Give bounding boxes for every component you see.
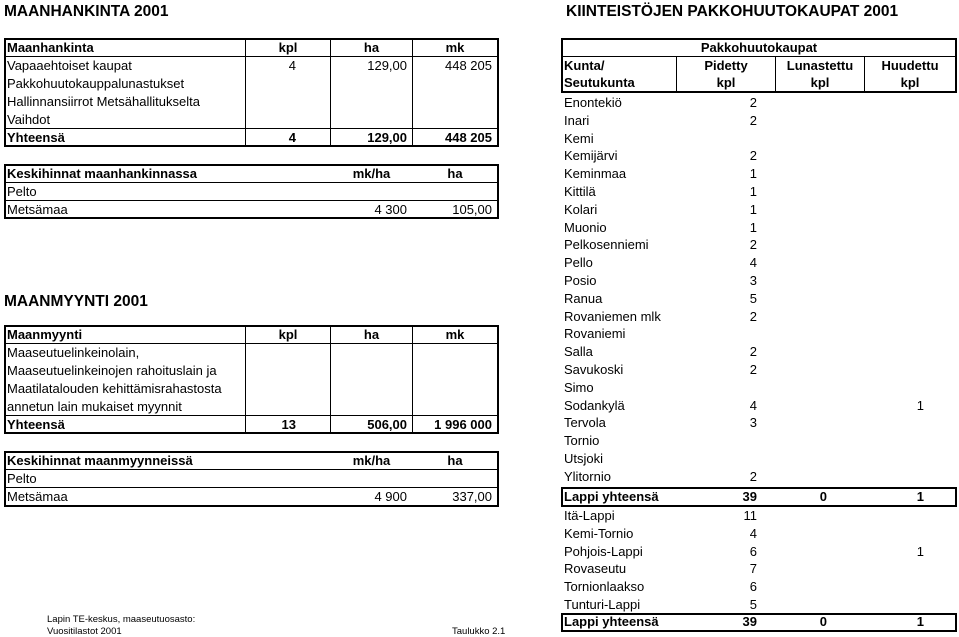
municipality-row-name: Simo (564, 379, 594, 395)
acq-prices-header-mkha: mk/ha (352, 166, 391, 181)
municipality-row-name: Posio (564, 273, 597, 288)
auction-total-left-border (561, 487, 563, 507)
region-row-held: 7 (749, 561, 757, 577)
lapland-total-redeemed: 0 (819, 489, 827, 504)
sales-prices-header-label: Keskihinnat maanmyynneissä (7, 453, 193, 468)
auction-header-unit: kpl (716, 75, 736, 90)
source-note: Vuositilastot 2001 (47, 626, 122, 637)
region-row-name: Rovaseutu (564, 561, 627, 577)
auction-header-bottom (561, 91, 957, 93)
auction-header-unit: kpl (810, 75, 830, 90)
municipality-row-name: Salla (564, 344, 593, 360)
acq-prices-row-label: Pelto (7, 184, 37, 199)
acq-left-border (4, 38, 6, 147)
acq-header-mk: mk (445, 40, 465, 55)
region-total-held: 39 (742, 614, 757, 629)
acq-prices-left-border (4, 164, 6, 219)
region-row-name: Tunturi-Lappi (564, 597, 641, 612)
region-row-name: Pohjois-Lappi (564, 543, 643, 559)
acq-total-ha: 129,00 (367, 130, 407, 145)
sales-section-title: MAANMYYNTI 2001 (4, 293, 148, 310)
municipality-row-name: Rovaniemi (564, 326, 626, 342)
sales-right-border (497, 325, 499, 434)
region-total-right-border (955, 613, 957, 632)
auction-total-right-border (955, 487, 957, 507)
acq-prices-row-mkha: 4 300 (374, 202, 407, 217)
municipality-row-name: Keminmaa (564, 166, 627, 182)
sales-row-label: Maatilatalouden kehittämisrahastosta (7, 381, 222, 396)
region-row-sold: 1 (916, 543, 924, 559)
sales-row-label: annetun lain mukaiset myynnit (7, 399, 182, 414)
acq-row-label: Hallinnansiirrot Metsähallitukselta (7, 94, 200, 109)
region-row-held: 4 (749, 525, 757, 541)
region-row-name: Itä-Lappi (564, 508, 615, 523)
sales-total-ha: 506,00 (367, 417, 407, 432)
municipality-row-name: Tervola (564, 415, 606, 431)
acq-prices-row-ha: 105,00 (452, 202, 492, 217)
acquisition-page-title: MAANHANKINTA 2001 (4, 3, 169, 20)
region-row-held: 6 (749, 579, 757, 595)
municipality-row-held: 3 (749, 273, 757, 288)
acq-row-mk: 448 205 (445, 58, 492, 73)
region-row-held: 11 (743, 508, 757, 523)
municipality-row-name: Pello (564, 255, 593, 271)
municipality-row-held: 1 (749, 219, 757, 235)
municipality-row-held: 4 (749, 255, 757, 271)
auction-table-title: Pakkohuutokaupat (700, 40, 818, 55)
municipality-row-held: 1 (749, 201, 757, 217)
municipality-row-name: Kemijärvi (564, 148, 618, 164)
municipality-row-held: 4 (749, 397, 757, 413)
lapland-total-label: Lappi yhteensä (564, 489, 659, 504)
auctions-page-title: KIINTEISTÖJEN PAKKOHUUTOKAUPAT 2001 (566, 3, 899, 20)
acq-header-label: Maanhankinta (7, 40, 94, 55)
municipality-row-name: Inari (564, 112, 590, 128)
sales-total-mk: 1 996 000 (434, 417, 492, 432)
region-row-name: Tornionlaakso (564, 579, 645, 595)
municipality-row-held: 2 (749, 344, 757, 360)
sales-total-kpl: 13 (281, 417, 296, 432)
municipality-row-held: 5 (749, 290, 757, 306)
region-row-held: 6 (749, 543, 757, 559)
sales-prices-row-label: Pelto (7, 471, 37, 486)
sales-row-label: Maaseutuelinkeinojen rahoituslain ja (7, 363, 217, 378)
municipality-row-held: 3 (749, 415, 757, 431)
source-note: Lapin TE-keskus, maaseutuosasto: (47, 614, 196, 625)
municipality-row-held: 1 (749, 184, 757, 199)
municipality-row-name: Savukoski (564, 362, 624, 377)
region-total-bottom-border (561, 630, 957, 632)
municipality-row-held: 2 (749, 95, 757, 110)
sales-row-label: Maaseutuelinkeinolain, (7, 345, 140, 360)
municipality-row-name: Kolari (564, 201, 598, 217)
acq-total-label: Yhteensä (7, 130, 65, 145)
municipality-row-held: 2 (749, 468, 757, 484)
municipality-row-name: Pelkosenniemi (564, 237, 649, 253)
acq-header-kpl: kpl (278, 40, 298, 55)
municipality-row-name: Enontekiö (564, 95, 622, 110)
table-number: Taulukko 2.1 (452, 626, 506, 637)
municipality-row-name: Kemi (564, 130, 594, 146)
auction-right-border (955, 38, 957, 92)
acq-total-kpl: 4 (288, 130, 296, 145)
acq-row-kpl: 4 (288, 58, 296, 73)
sales-header-kpl: kpl (278, 327, 298, 342)
municipality-row-name: Muonio (564, 219, 607, 235)
acq-total-mk: 448 205 (445, 130, 492, 145)
auction-header-held: Pidetty (704, 58, 748, 73)
region-row-held: 5 (749, 597, 757, 612)
sales-prices-divider (4, 469, 499, 470)
acq-row-label: Pakkohuutokauppalunastukset (7, 76, 185, 91)
municipality-row-name: Rovaniemen mlk (564, 308, 661, 324)
sales-prices-left-border (4, 451, 6, 507)
municipality-row-held: 2 (749, 148, 757, 164)
acq-prices-divider (4, 182, 499, 183)
municipality-row-held: 2 (749, 362, 757, 377)
lapland-total-held: 39 (742, 489, 757, 504)
sales-prices-row-label: Metsämaa (7, 489, 68, 504)
region-total-left-border (561, 613, 563, 632)
acq-prices-header-ha: ha (447, 166, 463, 181)
lapland-total-sold: 1 (916, 489, 924, 504)
region-total-sold: 1 (916, 614, 924, 629)
sales-prices-row-ha: 337,00 (452, 489, 492, 504)
sales-prices-bottom-border (4, 505, 499, 507)
municipality-row-name: Ylitornio (564, 468, 611, 484)
acq-prices-right-border (497, 164, 499, 219)
sales-prices-row-mkha: 4 900 (374, 489, 407, 504)
acq-row-label: Vapaaehtoiset kaupat (7, 58, 132, 73)
municipality-row-sold: 1 (916, 397, 924, 413)
municipality-row-name: Sodankylä (564, 397, 625, 413)
auction-header-unit: kpl (900, 75, 920, 90)
sales-total-label: Yhteensä (7, 417, 65, 432)
auction-header-sold: Huudettu (881, 58, 939, 73)
acq-row-ha: 129,00 (367, 58, 407, 73)
acq-row-label: Vaihdot (7, 112, 51, 127)
sales-header-label: Maanmyynti (7, 327, 83, 342)
acq-right-border (497, 38, 499, 147)
sales-prices-header-ha: ha (447, 453, 463, 468)
sales-prices-header-mkha: mk/ha (352, 453, 391, 468)
sales-header-ha: ha (363, 327, 380, 342)
auction-header-municipality: Kunta/ (564, 58, 605, 73)
auction-header-region: Seutukunta (564, 75, 635, 90)
municipality-row-name: Kittilä (564, 184, 596, 199)
sales-prices-right-border (497, 451, 499, 507)
sales-left-border (4, 325, 6, 434)
auction-header-redeemed: Lunastettu (786, 58, 854, 73)
region-total-label: Lappi yhteensä (564, 614, 659, 629)
municipality-row-held: 2 (749, 112, 757, 128)
municipality-row-name: Utsjoki (564, 451, 604, 466)
acq-prices-row-label: Metsämaa (7, 202, 68, 217)
municipality-row-held: 2 (749, 237, 757, 253)
municipality-row-held: 1 (749, 166, 757, 182)
municipality-row-name: Ranua (564, 290, 603, 306)
municipality-row-held: 2 (749, 308, 757, 324)
acq-header-ha: ha (363, 40, 380, 55)
municipality-row-name: Tornio (564, 433, 600, 449)
acq-prices-header-label: Keskihinnat maanhankinnassa (7, 166, 198, 181)
sales-header-mk: mk (445, 327, 465, 342)
region-row-name: Kemi-Tornio (564, 525, 634, 541)
auction-total-bottom-border (561, 505, 957, 507)
region-total-redeemed: 0 (819, 614, 827, 629)
